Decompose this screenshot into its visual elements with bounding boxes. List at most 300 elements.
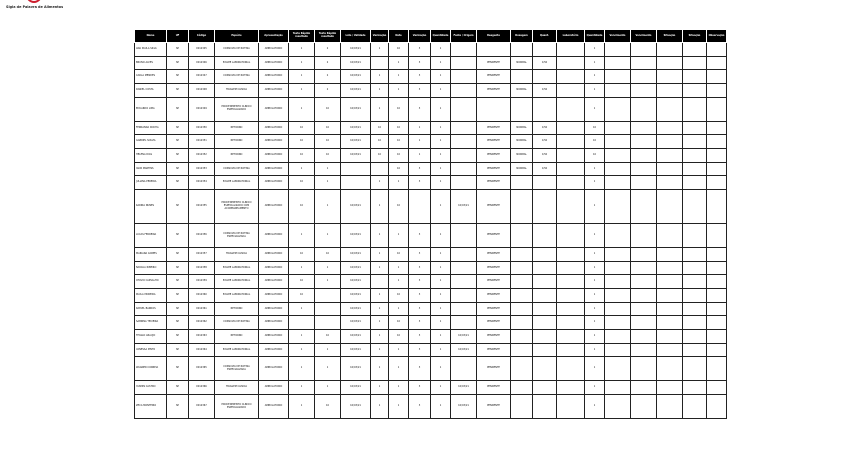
table-cell bbox=[451, 84, 477, 98]
table-cell bbox=[605, 381, 631, 395]
table-cell: CONSULTA DE ROTINA bbox=[215, 162, 259, 176]
table-cell: CONSULTA DE ROTINA bbox=[215, 70, 259, 84]
table-cell: RETORNO bbox=[215, 149, 259, 163]
column-header: Código bbox=[189, 30, 215, 43]
table-cell bbox=[657, 162, 683, 176]
table-cell: 0012365 bbox=[189, 357, 215, 381]
table-cell: 1 bbox=[315, 261, 341, 275]
table-cell bbox=[683, 302, 707, 316]
table-cell bbox=[657, 302, 683, 316]
table-cell: 0,50 bbox=[533, 149, 557, 163]
table-cell: 10/03/21 bbox=[451, 395, 477, 419]
table-cell bbox=[557, 97, 585, 121]
table-cell: 0012353 bbox=[189, 162, 215, 176]
table-cell: 3 bbox=[409, 261, 431, 275]
table-cell bbox=[511, 224, 533, 248]
table-cell: 1 bbox=[371, 97, 389, 121]
table-cell: 0012359 bbox=[189, 275, 215, 289]
table-cell bbox=[631, 43, 657, 57]
table-cell: 1 bbox=[431, 70, 451, 84]
table-cell bbox=[533, 289, 557, 303]
table-cell: 10/03/21 bbox=[341, 247, 371, 261]
table-cell: 1 bbox=[431, 190, 451, 224]
table-cell bbox=[683, 43, 707, 57]
table-cell bbox=[605, 330, 631, 344]
table-cell: NORMAL bbox=[511, 121, 533, 135]
table-cell: SP bbox=[167, 56, 189, 70]
table-cell: SP bbox=[167, 121, 189, 135]
column-header: Laboratório bbox=[557, 30, 585, 43]
table-cell: 10 bbox=[289, 289, 315, 303]
table-cell bbox=[707, 162, 727, 176]
table-cell bbox=[683, 121, 707, 135]
table-cell: 10 bbox=[389, 149, 409, 163]
table-cell bbox=[557, 43, 585, 57]
table-cell: AMBULATORIO bbox=[259, 330, 289, 344]
table-cell: 1 bbox=[371, 302, 389, 316]
table-cell: 1 bbox=[289, 330, 315, 344]
table-row bbox=[135, 261, 727, 275]
table-cell: AMBULATORIO bbox=[259, 289, 289, 303]
table-cell bbox=[631, 247, 657, 261]
column-header: Fonte / Origem bbox=[451, 30, 477, 43]
table-cell bbox=[707, 56, 727, 70]
table-cell bbox=[511, 275, 533, 289]
table-cell: 10 bbox=[289, 190, 315, 224]
table-cell bbox=[557, 190, 585, 224]
table-cell bbox=[657, 330, 683, 344]
table-cell: 1 bbox=[585, 56, 605, 70]
table-cell bbox=[371, 162, 389, 176]
table-cell: 1 bbox=[585, 357, 605, 381]
table-cell: 1 bbox=[585, 162, 605, 176]
table-cell: EDUARDO LIMA bbox=[135, 97, 167, 121]
table-cell: 10/03/21 bbox=[451, 330, 477, 344]
table-cell: SP bbox=[167, 289, 189, 303]
table-cell bbox=[707, 247, 727, 261]
table-cell bbox=[605, 395, 631, 419]
table-cell: 1 bbox=[431, 316, 451, 330]
table-cell: PENDENTE bbox=[477, 84, 511, 98]
table-cell: 1 bbox=[289, 302, 315, 316]
table-cell bbox=[605, 247, 631, 261]
table-cell bbox=[707, 395, 727, 419]
table-cell bbox=[683, 56, 707, 70]
table-cell bbox=[657, 190, 683, 224]
table-cell: 10/03/21 bbox=[341, 289, 371, 303]
table-cell bbox=[605, 135, 631, 149]
table-cell bbox=[657, 43, 683, 57]
table-cell bbox=[451, 70, 477, 84]
table-cell bbox=[533, 357, 557, 381]
table-cell: 10 bbox=[371, 149, 389, 163]
table-cell: 0012349 bbox=[189, 97, 215, 121]
table-cell bbox=[451, 289, 477, 303]
table-cell: 1 bbox=[431, 289, 451, 303]
table-cell: 1 bbox=[585, 176, 605, 190]
table-cell: 1 bbox=[585, 97, 605, 121]
table-cell: VANESSA PINTO bbox=[135, 343, 167, 357]
column-header: Observação bbox=[707, 30, 727, 43]
table-cell bbox=[657, 395, 683, 419]
table-cell: 3 bbox=[409, 84, 431, 98]
table-cell bbox=[371, 56, 389, 70]
table-cell bbox=[289, 316, 315, 330]
table-cell: 10 bbox=[315, 247, 341, 261]
table-cell: AMBULATORIO bbox=[259, 247, 289, 261]
table-cell: 1 bbox=[431, 343, 451, 357]
table-cell bbox=[707, 190, 727, 224]
table-row bbox=[135, 275, 727, 289]
table-row bbox=[135, 176, 727, 190]
table-cell bbox=[631, 395, 657, 419]
table-cell bbox=[557, 381, 585, 395]
table-cell bbox=[605, 224, 631, 248]
table-cell: 1 bbox=[315, 343, 341, 357]
table-cell: 0012347 bbox=[189, 70, 215, 84]
table-cell: 1 bbox=[585, 302, 605, 316]
table-cell: 3 bbox=[409, 176, 431, 190]
table-cell: 0,50 bbox=[533, 135, 557, 149]
table-cell: 1 bbox=[409, 135, 431, 149]
table-cell bbox=[557, 357, 585, 381]
table-cell: 1 bbox=[431, 357, 451, 381]
table-cell: 3 bbox=[409, 56, 431, 70]
table-cell: PENDENTE bbox=[477, 162, 511, 176]
table-cell: AMBULATORIO bbox=[259, 84, 289, 98]
table-cell bbox=[683, 316, 707, 330]
table-cell: AMBULATORIO bbox=[259, 56, 289, 70]
table-cell bbox=[683, 247, 707, 261]
table-cell bbox=[557, 70, 585, 84]
table-cell bbox=[605, 56, 631, 70]
table-cell: AMBULATORIO bbox=[259, 395, 289, 419]
table-cell: PENDENTE bbox=[477, 247, 511, 261]
table-cell: PENDENTE bbox=[477, 275, 511, 289]
table-cell: 1 bbox=[371, 357, 389, 381]
table-cell bbox=[451, 176, 477, 190]
table-cell: 0012358 bbox=[189, 261, 215, 275]
table-cell bbox=[707, 97, 727, 121]
table-cell: NORMAL bbox=[511, 149, 533, 163]
table-cell bbox=[451, 247, 477, 261]
table-cell: 10/03/21 bbox=[341, 135, 371, 149]
table-row bbox=[135, 149, 727, 163]
table-cell bbox=[631, 190, 657, 224]
table-cell bbox=[533, 261, 557, 275]
table-cell: SP bbox=[167, 149, 189, 163]
table-cell bbox=[605, 190, 631, 224]
table-cell bbox=[707, 302, 727, 316]
table-cell: AMBULATORIO bbox=[259, 135, 289, 149]
table-cell bbox=[533, 316, 557, 330]
table-cell bbox=[533, 176, 557, 190]
column-header: Data bbox=[389, 30, 409, 43]
table-cell bbox=[557, 289, 585, 303]
table-cell: 10/03/21 bbox=[341, 190, 371, 224]
table-cell: 10/03/21 bbox=[341, 224, 371, 248]
table-cell: 10 bbox=[289, 121, 315, 135]
table-cell: PROCEDIMENTO CLINICO ESPECIALIZADO bbox=[215, 97, 259, 121]
table-cell: 1 bbox=[431, 330, 451, 344]
table-cell: 1 bbox=[289, 70, 315, 84]
table-cell: SP bbox=[167, 381, 189, 395]
table-cell: AMBULATORIO bbox=[259, 381, 289, 395]
table-cell: OTAVIO CARVALHO bbox=[135, 275, 167, 289]
table-cell: AMBULATORIO bbox=[259, 121, 289, 135]
table-cell: 1 bbox=[315, 162, 341, 176]
table-cell: 10 bbox=[389, 121, 409, 135]
table-cell: 1 bbox=[389, 224, 409, 248]
table-cell bbox=[605, 302, 631, 316]
table-row bbox=[135, 289, 727, 303]
table-cell: 1 bbox=[389, 302, 409, 316]
table-cell: 1 bbox=[389, 275, 409, 289]
table-cell bbox=[477, 43, 511, 57]
table-cell bbox=[451, 357, 477, 381]
table-cell: 1 bbox=[585, 395, 605, 419]
table-cell bbox=[511, 381, 533, 395]
table-cell: 1 bbox=[315, 176, 341, 190]
table-cell bbox=[371, 275, 389, 289]
table-cell bbox=[451, 302, 477, 316]
table-cell bbox=[657, 149, 683, 163]
table-cell: 1 bbox=[585, 247, 605, 261]
table-cell: RETORNO bbox=[215, 302, 259, 316]
table-cell: 1 bbox=[431, 84, 451, 98]
table-cell: 10/03/21 bbox=[451, 381, 477, 395]
table-cell: 3 bbox=[409, 97, 431, 121]
table-cell: 3 bbox=[409, 381, 431, 395]
logo bbox=[4, 0, 74, 12]
table-cell bbox=[683, 97, 707, 121]
table-cell: 1 bbox=[289, 343, 315, 357]
table-cell: 1 bbox=[289, 357, 315, 381]
table-cell bbox=[557, 176, 585, 190]
table-row bbox=[135, 84, 727, 98]
table-cell: 10 bbox=[371, 121, 389, 135]
table-cell bbox=[707, 275, 727, 289]
table-cell bbox=[707, 357, 727, 381]
table-cell: 1 bbox=[431, 56, 451, 70]
table-cell: NORMAL bbox=[511, 162, 533, 176]
table-cell bbox=[605, 84, 631, 98]
table-cell: 10 bbox=[389, 316, 409, 330]
table-cell: PENDENTE bbox=[477, 316, 511, 330]
table-cell bbox=[657, 56, 683, 70]
table-cell: AMBULATORIO bbox=[259, 316, 289, 330]
table-cell bbox=[605, 289, 631, 303]
table-cell: 0,50 bbox=[533, 121, 557, 135]
table-cell bbox=[557, 247, 585, 261]
table-cell: NORMAL bbox=[511, 135, 533, 149]
table-cell bbox=[707, 316, 727, 330]
table-cell: JULIANA PEREIRA bbox=[135, 176, 167, 190]
table-cell bbox=[631, 261, 657, 275]
table-cell: 3 bbox=[409, 275, 431, 289]
table-cell bbox=[511, 316, 533, 330]
table-cell: RAFAEL BARROS bbox=[135, 302, 167, 316]
table-cell bbox=[557, 56, 585, 70]
table-cell bbox=[631, 302, 657, 316]
table-cell bbox=[631, 56, 657, 70]
table-cell: NORMAL bbox=[511, 56, 533, 70]
table-cell bbox=[707, 224, 727, 248]
table-cell: 1 bbox=[389, 84, 409, 98]
table-cell bbox=[683, 275, 707, 289]
table-cell: 10 bbox=[289, 135, 315, 149]
table-cell bbox=[341, 162, 371, 176]
table-row bbox=[135, 190, 727, 224]
table-cell bbox=[557, 149, 585, 163]
table-cell: TRIAGEM CLINICA bbox=[215, 381, 259, 395]
table-cell: 0012350 bbox=[189, 121, 215, 135]
table-cell: 1 bbox=[289, 381, 315, 395]
table-cell: 1 bbox=[389, 261, 409, 275]
table-cell: 10 bbox=[371, 135, 389, 149]
table-cell: 1 bbox=[585, 316, 605, 330]
column-header: Quant. bbox=[533, 30, 557, 43]
column-header: Vacinação bbox=[371, 30, 389, 43]
data-table bbox=[134, 29, 727, 419]
table-cell bbox=[707, 121, 727, 135]
table-cell bbox=[557, 343, 585, 357]
table-cell: SP bbox=[167, 343, 189, 357]
table-cell: 10/03/21 bbox=[341, 56, 371, 70]
column-header: Vacinação bbox=[409, 30, 431, 43]
table-cell bbox=[657, 135, 683, 149]
table-cell: 10/03/21 bbox=[341, 395, 371, 419]
table-cell bbox=[451, 43, 477, 57]
table-cell: PENDENTE bbox=[477, 261, 511, 275]
logo-arc-icon bbox=[26, 0, 42, 3]
table-cell: 10/03/21 bbox=[341, 330, 371, 344]
table-cell: KARINA NUNES bbox=[135, 190, 167, 224]
table-cell: SP bbox=[167, 43, 189, 57]
table-cell bbox=[683, 149, 707, 163]
table-cell: AMBULATORIO bbox=[259, 343, 289, 357]
table-cell: SP bbox=[167, 135, 189, 149]
table-cell bbox=[657, 357, 683, 381]
table-cell: 3 bbox=[409, 247, 431, 261]
table-cell bbox=[707, 70, 727, 84]
table-cell: 10 bbox=[289, 149, 315, 163]
table-cell: 1 bbox=[371, 343, 389, 357]
table-row bbox=[135, 121, 727, 135]
table-cell bbox=[451, 162, 477, 176]
table-cell: AMBULATORIO bbox=[259, 261, 289, 275]
table-cell: 10 bbox=[585, 135, 605, 149]
table-cell bbox=[707, 289, 727, 303]
table-cell bbox=[511, 70, 533, 84]
table-cell bbox=[707, 261, 727, 275]
table-cell: 10 bbox=[315, 330, 341, 344]
table-cell: AMBULATORIO bbox=[259, 275, 289, 289]
table-cell bbox=[605, 70, 631, 84]
table-cell: PENDENTE bbox=[477, 190, 511, 224]
table-cell: 1 bbox=[431, 302, 451, 316]
table-cell: 0012362 bbox=[189, 316, 215, 330]
table-cell: AMBULATORIO bbox=[259, 162, 289, 176]
table-cell: SP bbox=[167, 224, 189, 248]
table-cell bbox=[683, 289, 707, 303]
table-cell bbox=[631, 289, 657, 303]
table-cell: 1 bbox=[389, 70, 409, 84]
table-cell: 1 bbox=[289, 261, 315, 275]
table-row bbox=[135, 395, 727, 419]
table-cell: 1 bbox=[315, 381, 341, 395]
table-cell: SP bbox=[167, 247, 189, 261]
table-cell bbox=[657, 97, 683, 121]
table-cell bbox=[707, 176, 727, 190]
table-cell: 1 bbox=[289, 224, 315, 248]
table-cell bbox=[557, 395, 585, 419]
table-cell: PENDENTE bbox=[477, 289, 511, 303]
table-cell: 10/03/21 bbox=[341, 302, 371, 316]
table-cell bbox=[631, 149, 657, 163]
table-cell: CONSULTA DE ROTINA ESPECIALIZADA bbox=[215, 357, 259, 381]
table-cell bbox=[451, 56, 477, 70]
table-cell: PAULA MOREIRA bbox=[135, 289, 167, 303]
table-cell bbox=[511, 395, 533, 419]
table-cell: 10 bbox=[389, 97, 409, 121]
table-cell: PENDENTE bbox=[477, 381, 511, 395]
spreadsheet bbox=[134, 29, 726, 419]
table-cell bbox=[657, 316, 683, 330]
table-cell bbox=[511, 190, 533, 224]
table-cell: 1 bbox=[315, 190, 341, 224]
table-cell: YASMIN CASTRO bbox=[135, 381, 167, 395]
table-cell: AMBULATORIO bbox=[259, 176, 289, 190]
table-cell: 0012356 bbox=[189, 224, 215, 248]
table-cell: 1 bbox=[389, 381, 409, 395]
table-cell: 1 bbox=[315, 357, 341, 381]
table-cell: 0012351 bbox=[189, 135, 215, 149]
table-cell bbox=[511, 343, 533, 357]
table-cell: AMBULATORIO bbox=[259, 302, 289, 316]
table-cell: SP bbox=[167, 395, 189, 419]
column-header: Teste Rápido resultado bbox=[315, 30, 341, 43]
table-cell bbox=[605, 176, 631, 190]
table-cell: 10/03/21 bbox=[451, 190, 477, 224]
table-cell: 10 bbox=[389, 162, 409, 176]
table-cell bbox=[557, 330, 585, 344]
table-cell: 1 bbox=[409, 121, 431, 135]
table-cell: 1 bbox=[431, 261, 451, 275]
table-cell: 10 bbox=[389, 247, 409, 261]
table-cell bbox=[511, 247, 533, 261]
table-cell: 1 bbox=[585, 190, 605, 224]
table-cell: WAGNER CORREIA bbox=[135, 357, 167, 381]
table-cell bbox=[605, 275, 631, 289]
table-cell bbox=[631, 224, 657, 248]
table-cell bbox=[533, 70, 557, 84]
table-cell bbox=[477, 97, 511, 121]
table-cell: 1 bbox=[389, 343, 409, 357]
table-cell bbox=[631, 343, 657, 357]
table-cell bbox=[533, 224, 557, 248]
table-cell bbox=[707, 330, 727, 344]
table-cell: 0012357 bbox=[189, 247, 215, 261]
table-cell bbox=[557, 275, 585, 289]
table-cell: 10 bbox=[315, 97, 341, 121]
table-cell: 1 bbox=[371, 316, 389, 330]
column-header: UF bbox=[167, 30, 189, 43]
table-cell bbox=[683, 395, 707, 419]
table-cell: 0012363 bbox=[189, 330, 215, 344]
table-cell: THIAGO ARAUJO bbox=[135, 330, 167, 344]
table-cell: PENDENTE bbox=[477, 121, 511, 135]
